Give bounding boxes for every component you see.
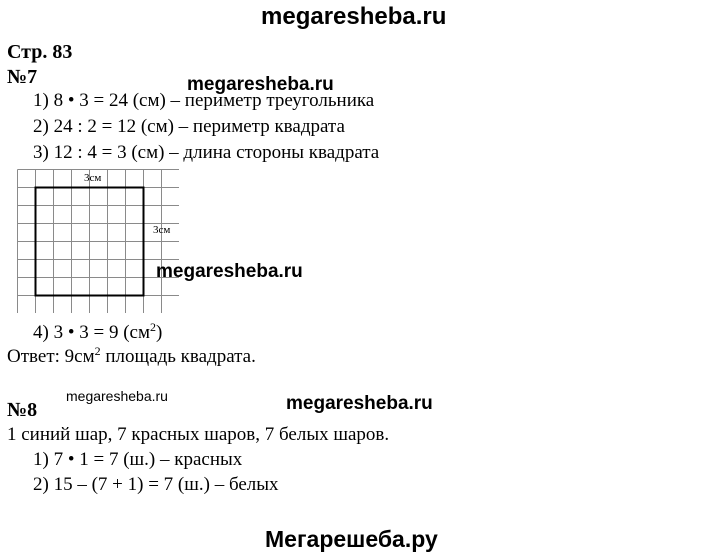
watermark-inline-1: megaresheba.ru	[187, 74, 334, 95]
task7-step-4: 4) 3 • 3 = 9 $(см^2)$	[33, 320, 163, 343]
task7-step-3: 3) 12 : 4 = 3 (см) – длина стороны квадрата	[33, 142, 380, 163]
watermark-inline-2: megaresheba.ru	[156, 261, 303, 282]
square-figure	[17, 169, 179, 313]
task7-answer: Ответ: $9см^2$ площадь квадрата.	[7, 344, 256, 367]
watermark-bottom: Мегарешеба.ру	[265, 526, 438, 552]
label-right-side: 3см	[153, 224, 171, 236]
page-label: Стр. 83	[7, 41, 73, 63]
watermark-inline-3: megaresheba.ru	[66, 388, 168, 404]
task7-number: №7	[7, 66, 38, 88]
grid-svg	[17, 169, 179, 313]
task7-step-2: 2) 24 : 2 = 12 (см) – периметр квадрата	[33, 116, 345, 137]
task7-step-1: 1) 8 • 3 = 24 (см) – периметр треугольника	[33, 90, 375, 111]
watermark-inline-4: megaresheba.ru	[286, 393, 433, 414]
watermark-top: megaresheba.ru	[261, 3, 447, 30]
task8-step-2: 2) 15 – (7 + 1) = 7 (ш.) – белых	[33, 474, 279, 495]
task8-number: №8	[7, 399, 38, 421]
label-top-side: 3см	[84, 172, 102, 184]
task8-condition: 1 синий шар, 7 красных шаров, 7 белых шаров.	[7, 424, 390, 445]
task8-step-1: 1) 7 • 1 = 7 (ш.) – красных	[33, 449, 243, 470]
